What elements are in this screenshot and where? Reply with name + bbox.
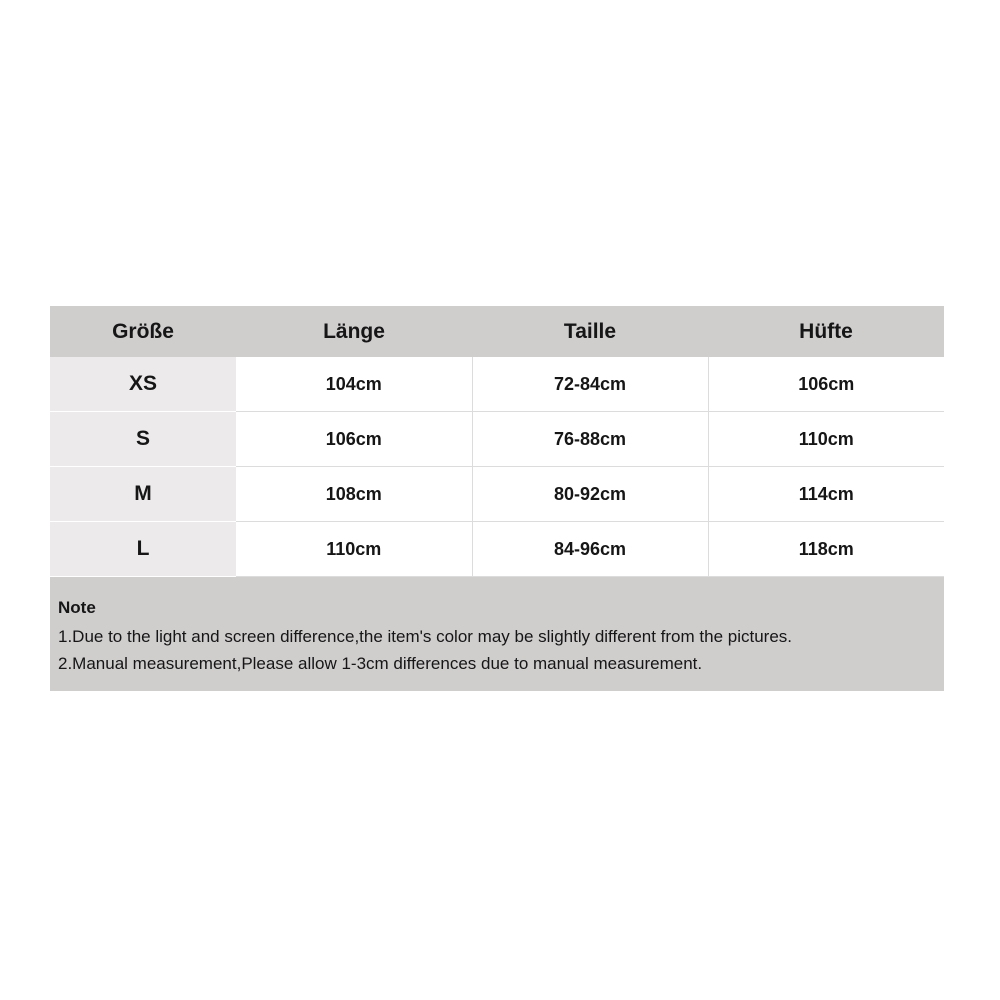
header-length: Länge	[236, 306, 472, 357]
size-cell: XS	[50, 357, 236, 412]
hip-cell: 114cm	[708, 467, 944, 522]
table-row	[50, 412, 944, 467]
waist-cell: 72-84cm	[472, 357, 708, 412]
waist-cell: 80-92cm	[472, 467, 708, 522]
size-cell: S	[50, 412, 236, 467]
table-row	[50, 467, 944, 522]
hip-cell: 118cm	[708, 522, 944, 577]
waist-cell: 76-88cm	[472, 412, 708, 467]
hip-cell: 106cm	[708, 357, 944, 412]
note-title: Note	[58, 598, 96, 617]
length-cell: 108cm	[236, 467, 472, 522]
length-cell: 104cm	[236, 357, 472, 412]
size-cell: L	[50, 522, 236, 577]
length-cell: 106cm	[236, 412, 472, 467]
length-cell: 110cm	[236, 522, 472, 577]
header-size: Größe	[50, 306, 236, 357]
header-waist: Taille	[472, 306, 708, 357]
hip-cell: 110cm	[708, 412, 944, 467]
waist-cell: 84-96cm	[472, 522, 708, 577]
table-row	[50, 522, 944, 577]
table-row	[50, 357, 944, 412]
header-hip: Hüfte	[708, 306, 944, 357]
size-chart	[50, 306, 944, 691]
note-line-color: 1.Due to the light and screen difference,the item's color may be slightly different from the pictures.	[58, 627, 792, 646]
size-cell: M	[50, 467, 236, 522]
note-line-measurement: 2.Manual measurement,Please allow 1-3cm differences due to manual measurement.	[58, 654, 703, 673]
table-header-row	[50, 306, 944, 357]
note-box	[50, 577, 944, 691]
size-table	[50, 306, 944, 577]
